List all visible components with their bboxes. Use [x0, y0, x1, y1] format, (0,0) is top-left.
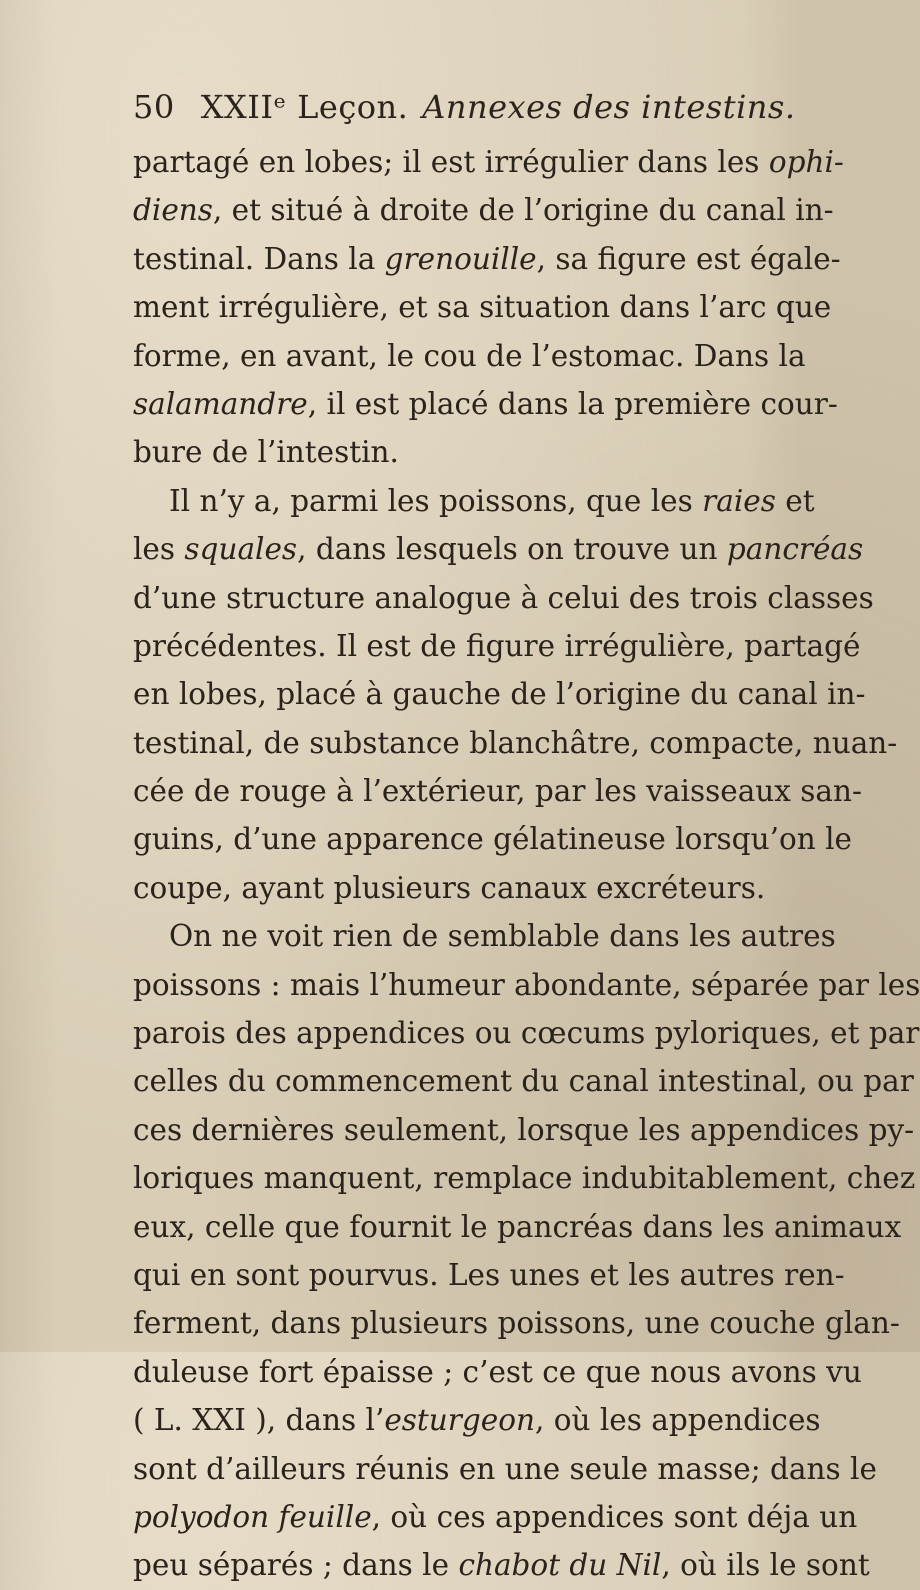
text-line	[133, 1493, 858, 1541]
text-run: parois des appendices ou cœcums pyloriques, et par	[133, 1016, 920, 1051]
text-line	[133, 1445, 877, 1493]
text-line	[133, 622, 861, 670]
text-line	[133, 525, 864, 573]
text-line	[133, 1299, 900, 1347]
text-run: en lobes, placé à gauche de l’origine du canal in-	[133, 677, 866, 712]
text-line	[133, 1057, 914, 1105]
text-line	[133, 1251, 845, 1299]
text-run: Il n’y a, parmi les poissons, que les	[169, 483, 703, 518]
italic-term: esturgeon	[384, 1403, 535, 1438]
italic-term: squales	[184, 532, 298, 567]
text-run: ces dernières seulement, lorsque les appendices py-	[133, 1112, 915, 1147]
text-run: d’une structure analogue à celui des trois classes	[133, 580, 874, 615]
running-title: Annexes des intestins.	[422, 88, 796, 126]
text-line	[133, 767, 862, 815]
text-line	[133, 1541, 870, 1589]
text-line	[133, 670, 866, 718]
text-run: partagé en lobes; il est irrégulier dans les	[133, 145, 769, 179]
text-line	[133, 477, 815, 525]
text-run: ment irrégulière, et sa situation dans l’arc que	[133, 290, 832, 325]
text-run: ferment, dans plusieurs poissons, une couche glan-	[133, 1306, 900, 1341]
text-line	[133, 574, 874, 622]
text-run: peu séparés ; dans le	[133, 1548, 459, 1583]
text-run: cée de rouge à l’extérieur, par les vaisseaux san-	[133, 774, 862, 809]
text-line	[133, 961, 920, 1009]
text-run: , sa figure est égale-	[536, 241, 841, 276]
text-line	[133, 428, 753, 476]
text-line	[133, 1009, 920, 1057]
lesson-label: XXIIᵉ Leçon.	[200, 88, 409, 126]
text-run: forme, en avant, le cou de l’estomac. Dans la	[133, 338, 806, 373]
running-head	[133, 88, 796, 126]
text-line	[133, 864, 766, 912]
text-line	[133, 1203, 902, 1251]
text-run: duleuse fort épaisse ; c’est ce que nous avons vu	[133, 1354, 862, 1389]
text-run: , dans lesquels on trouve un	[297, 532, 727, 567]
text-run: et	[775, 483, 815, 518]
text-run: celles du commencement du canal intestinal, ou par	[133, 1064, 914, 1099]
text-line	[133, 186, 834, 234]
text-line	[133, 283, 832, 331]
text-line	[133, 1154, 916, 1202]
text-run: loriques manquent, remplace indubitablement, chez	[133, 1161, 916, 1196]
text-run: sont d’ailleurs réunis en une seule masse; dans le	[133, 1451, 877, 1486]
text-line	[133, 815, 852, 863]
italic-term: raies	[702, 483, 776, 518]
italic-term: diens	[133, 193, 213, 228]
text-run: , où ils le sont	[661, 1548, 870, 1583]
text-line	[133, 332, 806, 380]
text-run: poissons : mais l’humeur abondante, séparée par les	[133, 967, 920, 1002]
text-run: eux, celle que fournit le pancréas dans les animaux	[133, 1209, 902, 1244]
text-run: bure de l’intestin.	[133, 435, 399, 470]
text-run: précédentes. Il est de figure irrégulière, partagé	[133, 628, 861, 663]
italic-term: grenouille	[384, 241, 537, 276]
text-line	[133, 719, 898, 767]
text-line	[133, 235, 841, 283]
italic-term: pancréas	[726, 532, 864, 567]
text-run: ( L. XXI ), dans l’	[133, 1403, 385, 1438]
text-run: les	[133, 532, 185, 567]
italic-term: chabot du Nil	[458, 1548, 662, 1583]
text-line	[133, 1106, 915, 1154]
text-run: , où les appendices	[534, 1403, 821, 1438]
text-run: testinal, de substance blanchâtre, compacte, nuan-	[133, 725, 898, 760]
text-run: , où ces appendices sont déja un	[371, 1499, 858, 1534]
text-line	[133, 380, 838, 428]
text-run: qui en sont pourvus. Les unes et les autres ren-	[133, 1257, 845, 1292]
text-line	[133, 138, 844, 186]
text-line	[133, 1396, 821, 1444]
text-run: coupe, ayant plusieurs canaux excréteurs.	[133, 870, 766, 905]
text-run: , il est placé dans la première cour-	[307, 386, 838, 421]
italic-term: ophi-	[768, 145, 844, 179]
text-line	[133, 912, 836, 960]
text-run: On ne voit rien de semblable dans les autres	[169, 919, 836, 954]
text-run: guins, d’une apparence gélatineuse lorsqu’on le	[133, 822, 852, 857]
text-line	[133, 1348, 862, 1396]
italic-term: salamandre	[133, 386, 308, 421]
text-run: testinal. Dans la	[133, 241, 385, 276]
text-run: , et situé à droite de l’origine du canal in-	[212, 193, 834, 228]
page-number: 50	[133, 88, 175, 126]
body-text	[133, 138, 920, 1590]
italic-term: polyodon feuille	[133, 1499, 372, 1534]
